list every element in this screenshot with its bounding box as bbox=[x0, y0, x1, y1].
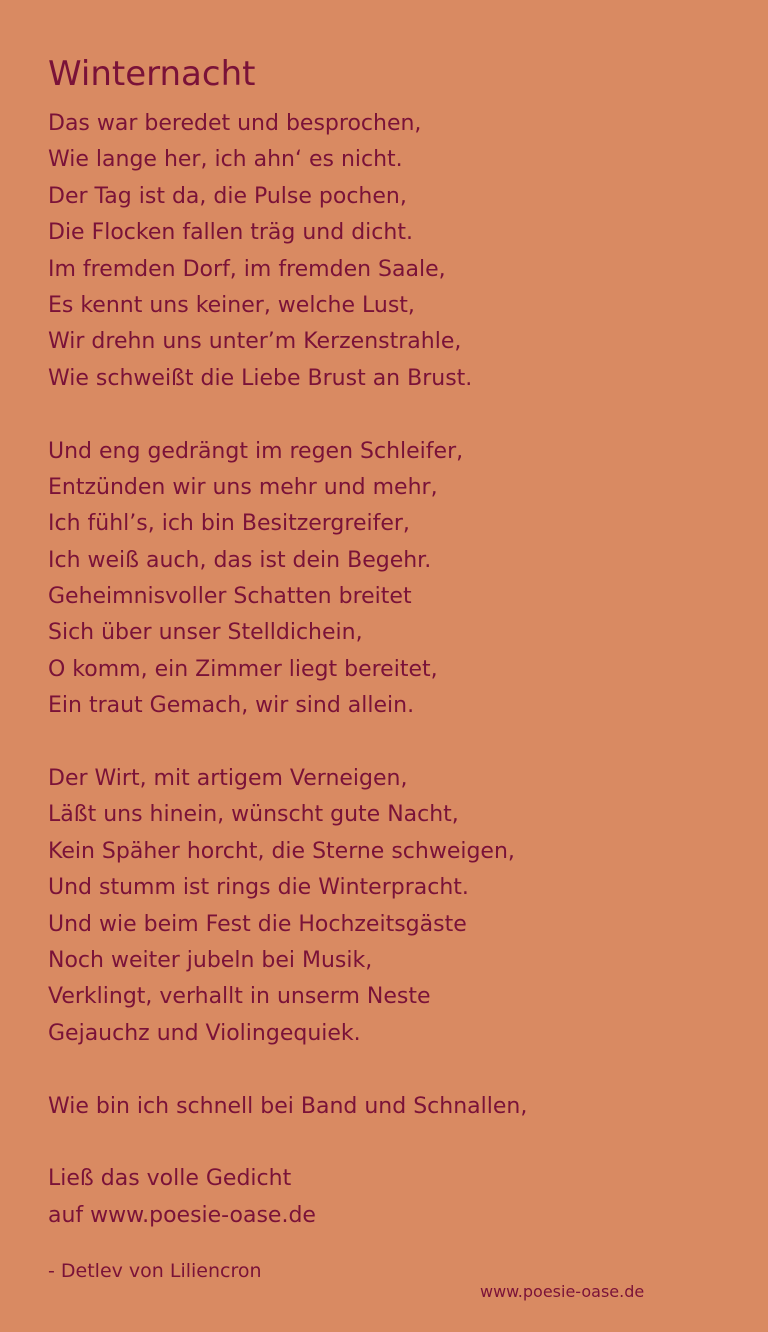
poem-line: Verklingt, verhallt in unserm Neste bbox=[48, 984, 431, 1010]
poem-line: Das war beredet und besprochen, bbox=[48, 111, 422, 136]
poem-line: Sich über unser Stelldichein, bbox=[48, 620, 363, 646]
website-watermark: www.poesie-oase.de bbox=[480, 1282, 645, 1301]
poem-line: Ich weiß auch, das ist dein Begehr. bbox=[48, 547, 432, 573]
poem-line: Im fremden Dorf, im fremden Saale, bbox=[48, 256, 446, 282]
stanza-1 bbox=[48, 106, 738, 397]
poem-line: Der Wirt, mit artigem Verneigen, bbox=[48, 766, 408, 792]
poem-line: Kein Späher horcht, die Sterne schweigen, bbox=[48, 838, 515, 864]
poem-line: Und stumm ist rings die Winterpracht. bbox=[48, 875, 469, 901]
poem-line: Läßt uns hinein, wünscht gute Nacht, bbox=[48, 802, 459, 828]
stanza-3 bbox=[48, 761, 738, 1052]
poem-line: Noch weiter jubeln bei Musik, bbox=[48, 947, 373, 973]
poem-line: Wir drehn uns unter’m Kerzenstrahle, bbox=[48, 329, 462, 355]
stanza-gap bbox=[48, 1052, 738, 1088]
poem-line: auf www.poesie-oase.de bbox=[48, 1202, 316, 1228]
stanza-gap bbox=[48, 397, 738, 433]
stanza-gap bbox=[48, 725, 738, 761]
poem-line: Ließ das volle Gedicht bbox=[48, 1166, 292, 1192]
stanza-gap bbox=[48, 1125, 738, 1161]
poem-line: O komm, ein Zimmer liegt bereitet, bbox=[48, 656, 438, 682]
poem-line: Entzünden wir uns mehr und mehr, bbox=[48, 474, 438, 500]
poem-line: Gejauchz und Violingequiek. bbox=[48, 1020, 361, 1046]
poem-line: Wie schweißt die Liebe Brust an Brust. bbox=[48, 365, 473, 391]
poem-line: Wie bin ich schnell bei Band und Schnallen, bbox=[48, 1093, 528, 1119]
poem-line: Es kennt uns keiner, welche Lust, bbox=[48, 292, 415, 318]
stanza-2 bbox=[48, 434, 738, 725]
poem-line: Ich fühl’s, ich bin Besitzergreifer, bbox=[48, 511, 410, 537]
poem-author: - Detlev von Liliencron bbox=[48, 1260, 262, 1282]
poem-line: Wie lange her, ich ahn‘ es nicht. bbox=[48, 147, 403, 173]
poem-line: Ein traut Gemach, wir sind allein. bbox=[48, 693, 415, 719]
poem-line: Und eng gedrängt im regen Schleifer, bbox=[48, 438, 464, 464]
poem-line: Die Flocken fallen träg und dicht. bbox=[48, 220, 413, 246]
continuation-note bbox=[48, 1161, 738, 1234]
poem-line: Der Tag ist da, die Pulse pochen, bbox=[48, 183, 407, 209]
poem-line: Geheimnisvoller Schatten breitet bbox=[48, 584, 412, 610]
poem-title: Winternacht bbox=[48, 54, 256, 94]
poem-line: Und wie beim Fest die Hochzeitsgäste bbox=[48, 911, 467, 937]
stanza-4 bbox=[48, 1089, 738, 1125]
poem-body bbox=[48, 106, 738, 1234]
